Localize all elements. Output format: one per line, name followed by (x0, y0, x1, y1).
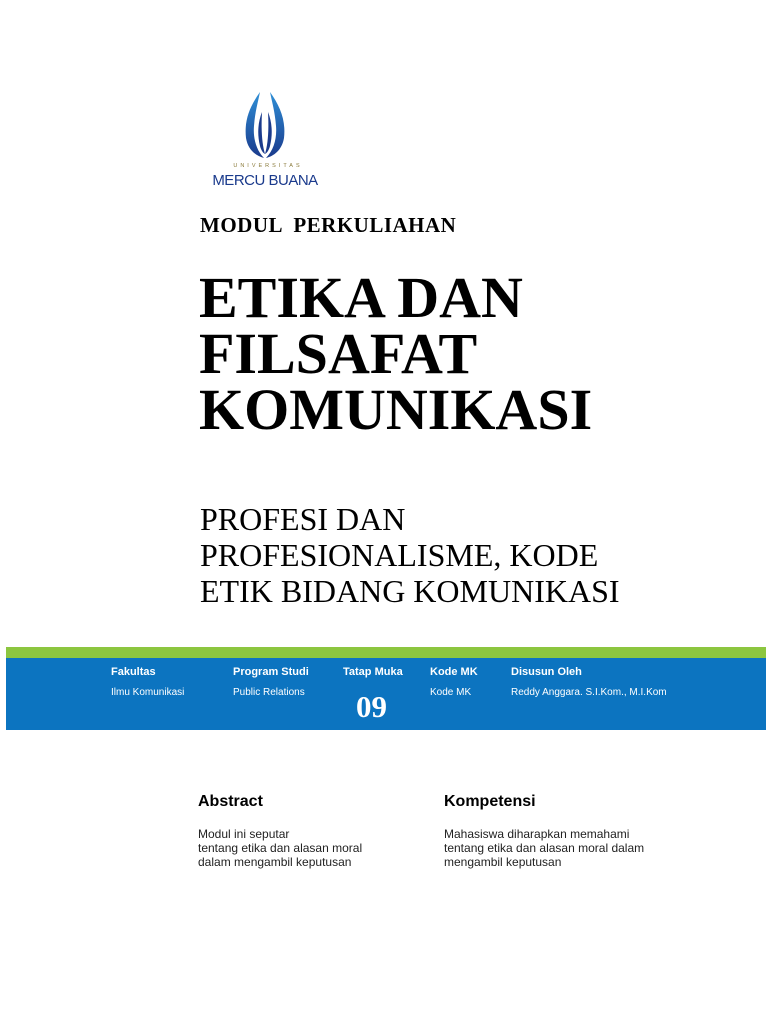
kompetensi-line: tentang etika dan alasan moral dalam (444, 841, 645, 855)
kompetensi-text (444, 827, 644, 869)
info-band-accent (6, 647, 766, 658)
abstract-text (198, 827, 362, 869)
university-logo (198, 86, 332, 192)
course-title-line: KOMUNIKASI (199, 377, 593, 442)
kode-mk-label: Kode MK (430, 666, 478, 678)
course-title-line: ETIKA DAN (199, 265, 523, 330)
kompetensi-heading: Kompetensi (444, 793, 536, 810)
program-studi-value: Public Relations (233, 687, 305, 698)
abstract-line: tentang etika dan alasan moral (198, 841, 363, 855)
module-subtitle-line: PROFESIONALISME, KODE (200, 537, 599, 573)
disusun-oleh-value: Reddy Anggara. S.I.Kom., M.I.Kom (511, 687, 667, 698)
kompetensi-line: Mahasiswa diharapkan memahami (444, 827, 630, 841)
fakultas-label: Fakultas (111, 666, 156, 678)
course-title-line: FILSAFAT (199, 321, 478, 386)
module-subtitle-line: PROFESI DAN (200, 501, 406, 537)
abstract-line: dalam mengambil keputusan (198, 855, 352, 869)
module-subtitle (200, 501, 740, 609)
flame-emblem-icon (198, 86, 332, 166)
kompetensi-line: mengambil keputusan (444, 855, 562, 869)
fakultas-value: Ilmu Komunikasi (111, 687, 185, 698)
course-title (199, 265, 739, 442)
abstract-heading: Abstract (198, 793, 263, 810)
module-label: MODUL PERKULIAHAN (200, 213, 457, 237)
logo-university-name: MERCU BUANA (212, 172, 318, 189)
tatap-muka-label: Tatap Muka (343, 666, 403, 678)
module-subtitle-line: ETIK BIDANG KOMUNIKASI (200, 573, 620, 609)
program-studi-label: Program Studi (233, 666, 309, 678)
disusun-oleh-label: Disusun Oleh (511, 666, 582, 678)
tatap-muka-value: 09 (356, 689, 387, 724)
kode-mk-value: Kode MK (430, 687, 472, 698)
logo-university-label: UNIVERSITAS (233, 163, 303, 169)
abstract-line: Modul ini seputar (198, 827, 290, 841)
